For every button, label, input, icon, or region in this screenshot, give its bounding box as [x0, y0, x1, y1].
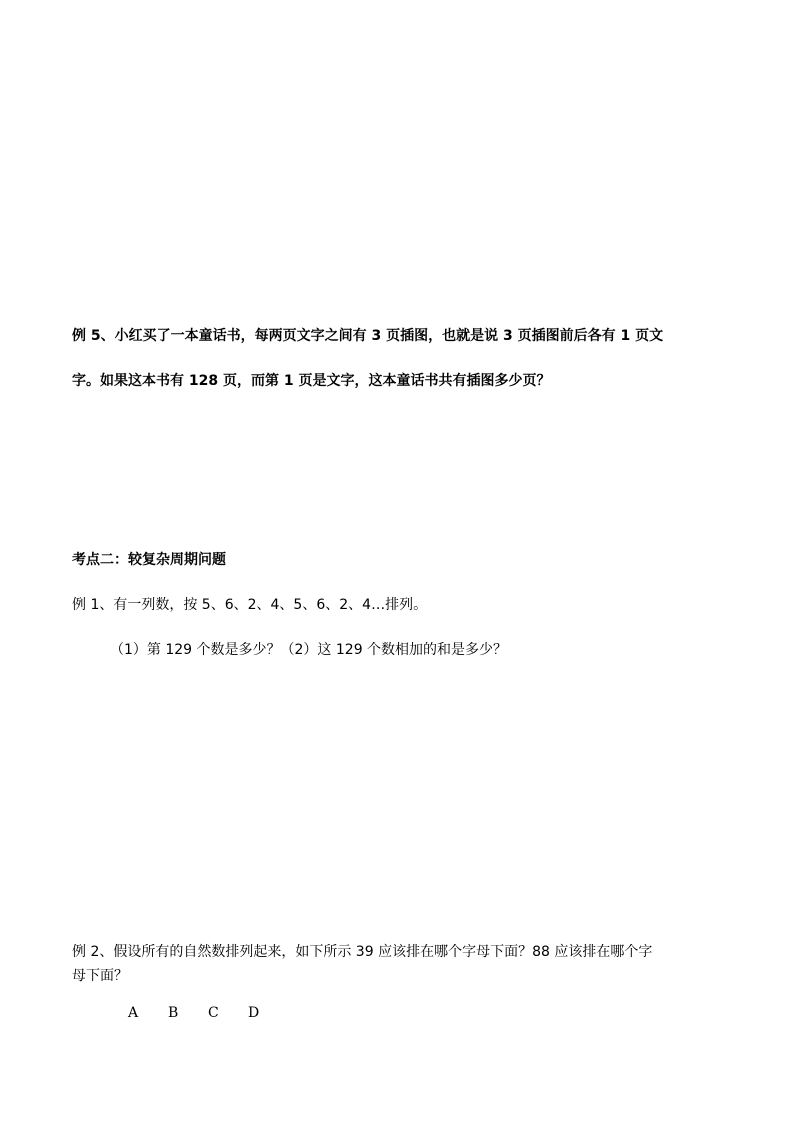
- example2-text-line2: 母下面？: [72, 968, 128, 984]
- example5-text-line2: 字。如果这本书有 128 页，而第 1 页是文字，这本童话书共有插图多少页？: [72, 373, 551, 389]
- column-letter-d: D: [248, 1005, 260, 1021]
- example1-text-line1: 例 1、有一列数，按 5、6、2、4、5、6、2、4…排列。: [72, 597, 428, 613]
- column-letter-c: C: [208, 1005, 219, 1021]
- column-letter-a: A: [128, 1005, 139, 1021]
- section2-heading: 考点二：较复杂周期问题: [72, 552, 226, 568]
- example5-text-line1: 例 5、小红买了一本童话书，每两页文字之间有 3 页插图，也就是说 3 页插图前后各有 1 页文: [72, 328, 664, 344]
- column-letters-row: [128, 1003, 288, 1023]
- example2-text-line1: 例 2、假设所有的自然数排列起来，如下所示 39 应该排在哪个字母下面？88 应该排在哪个字: [72, 944, 653, 960]
- column-letter-b: B: [168, 1005, 179, 1021]
- example1-questions: （1）第 129 个数是多少？（2）这 129 个数相加的和是多少？: [110, 642, 508, 658]
